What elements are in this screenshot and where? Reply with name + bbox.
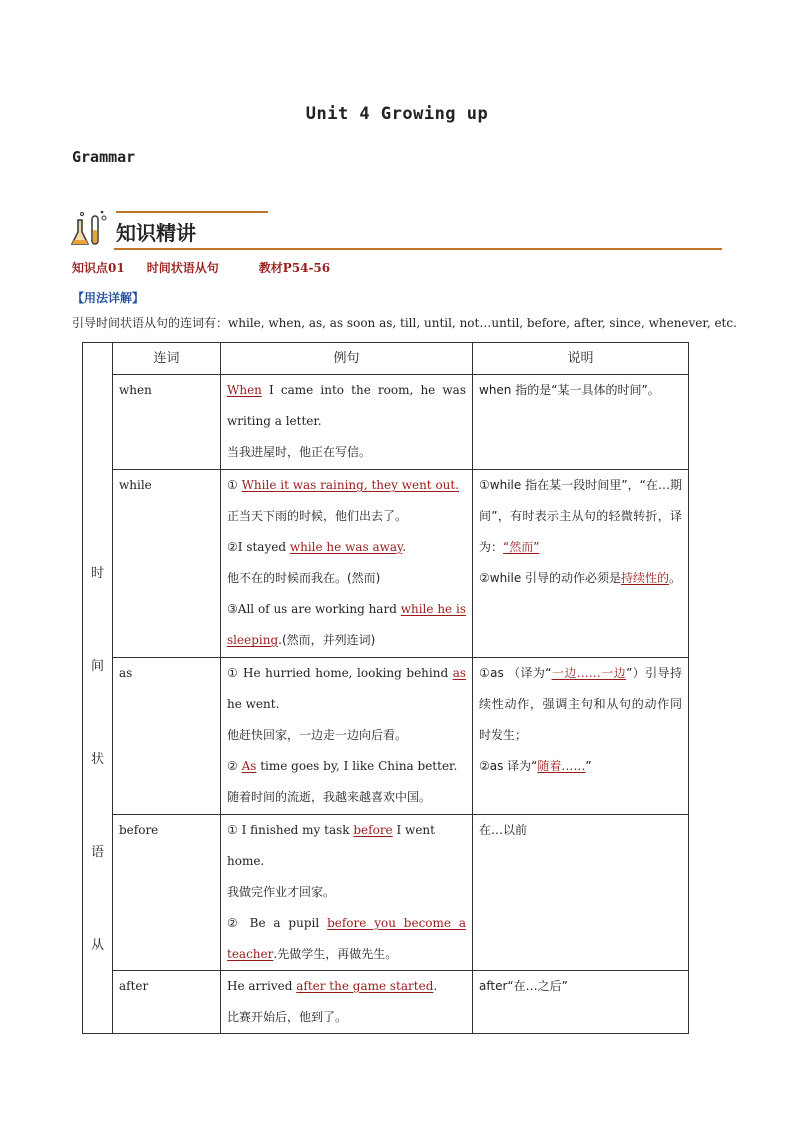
example-cn: 比赛开始后，他到了。 <box>227 1010 348 1024</box>
page-subtitle: Grammar <box>72 148 136 166</box>
side-char: 状 <box>90 752 104 767</box>
usage-heading: 【用法详解】 <box>72 291 145 305</box>
example-cn: 正当天下雨的时候，他们出去了。 <box>227 509 408 523</box>
example-cn: 他不在的时候而我在。(然而) <box>227 571 381 585</box>
note-cell: after“在…之后” <box>473 971 689 1034</box>
underlined-text: 一边……一边 <box>551 666 627 680</box>
table-row <box>83 375 689 470</box>
kp-reference: 教材P54-56 <box>258 261 331 275</box>
conj-cell: while <box>113 470 221 658</box>
example-text: ③All of us are working hard <box>227 602 401 616</box>
example-cn: 随着时间的流逝，我越来越喜欢中国。 <box>227 790 432 804</box>
banner-underline <box>114 248 722 250</box>
header-example: 例句 <box>221 343 473 375</box>
example-text: ② Be a pupil <box>227 916 328 930</box>
note-text: ②as 译为“ <box>479 759 538 773</box>
side-char: 从 <box>90 938 104 953</box>
note-text: ①as （译为“ <box>479 666 552 680</box>
side-label-cell <box>83 343 113 1034</box>
table-row <box>83 470 689 658</box>
example-num: ① <box>227 478 238 492</box>
side-char: 语 <box>90 845 104 860</box>
example-text: I came into the room, he was writing a letter. <box>227 383 466 428</box>
underlined-text: As <box>241 759 257 773</box>
example-cell <box>221 971 473 1034</box>
table-row <box>83 815 689 971</box>
underlined-text: 持续性的 <box>621 571 670 585</box>
underlined-text: 随着…… <box>537 759 586 773</box>
underlined-text: as <box>452 666 466 680</box>
note-cell: 在…以前 <box>473 815 689 971</box>
note-text: ②while 引导的动作必须是 <box>479 571 622 585</box>
side-char: 时 <box>90 566 104 581</box>
table-row <box>83 658 689 815</box>
example-text: ① I finished my task <box>227 823 354 837</box>
table-row <box>83 971 689 1034</box>
note-cell <box>473 470 689 658</box>
example-cn: 他赶快回家，一边走一边向后看。 <box>227 728 408 742</box>
note-cell: when 指的是“某一具体的时间”。 <box>473 375 689 470</box>
section-banner <box>70 208 722 252</box>
note-text: ①while 指在某一段时间里”，“在…期间”，有时表示主从句的轻微转折，译为： <box>479 478 682 554</box>
note-text: ” <box>585 759 592 773</box>
conj-cell: after <box>113 971 221 1034</box>
underlined-text: while he was away <box>289 540 403 554</box>
header-note: 说明 <box>473 343 689 375</box>
underlined-text: While it was raining, they went out. <box>241 478 460 492</box>
lab-flask-icon <box>70 208 112 248</box>
conj-cell: before <box>113 815 221 971</box>
knowledge-point-line <box>72 259 352 276</box>
section-label: 知识精讲 <box>116 221 196 245</box>
example-cell <box>221 470 473 658</box>
intro-text: 引导时间状语从句的连词有：while, when, as, as soon as, till, until, not…until, before, after, since, whenever, etc. <box>72 316 737 330</box>
underlined-text: while he is sleeping <box>227 602 466 647</box>
kp-number: 知识点01 <box>72 261 125 275</box>
conj-cell: as <box>113 658 221 815</box>
example-text: . <box>402 540 407 554</box>
example-text: .(然而，并列连词) <box>278 633 376 647</box>
note-text: 。 <box>669 571 682 585</box>
example-text: .先做学生，再做先生。 <box>273 947 398 961</box>
underlined-text: before <box>353 823 393 837</box>
note-cell <box>473 658 689 815</box>
side-char: 间 <box>90 659 104 674</box>
header-conj: 连词 <box>113 343 221 375</box>
example-text: I went home. <box>227 823 435 868</box>
conj-cell: when <box>113 375 221 470</box>
note-text: ”）引导持续性动作，强调主句和从句的动作同时发生； <box>479 666 682 742</box>
example-cn: 我做完作业才回家。 <box>227 885 336 899</box>
example-text: He arrived <box>227 979 297 993</box>
example-text: ②I stayed <box>227 540 290 554</box>
underlined-text: “然而” <box>503 540 540 554</box>
underlined-text: before you become a teacher <box>227 916 467 961</box>
page-title: Unit 4 Growing up <box>305 104 489 124</box>
banner-top-line <box>116 211 268 213</box>
example-text: . <box>433 979 438 993</box>
underlined-text: after the game started <box>296 979 434 993</box>
example-text: he went. <box>227 697 280 711</box>
underlined-text: When <box>227 383 262 397</box>
example-cn: 当我进屋时，他正在写信。 <box>227 445 372 459</box>
conjunction-table <box>82 342 689 1034</box>
example-cell <box>221 815 473 971</box>
table-header-row <box>83 343 689 375</box>
example-text: time goes by, I like China better. <box>256 759 458 773</box>
example-num: ② <box>227 759 242 773</box>
example-cell <box>221 375 473 470</box>
kp-topic: 时间状语从句 <box>146 261 219 275</box>
example-text: ① He hurried home, looking behind <box>227 666 453 680</box>
example-cell <box>221 658 473 815</box>
